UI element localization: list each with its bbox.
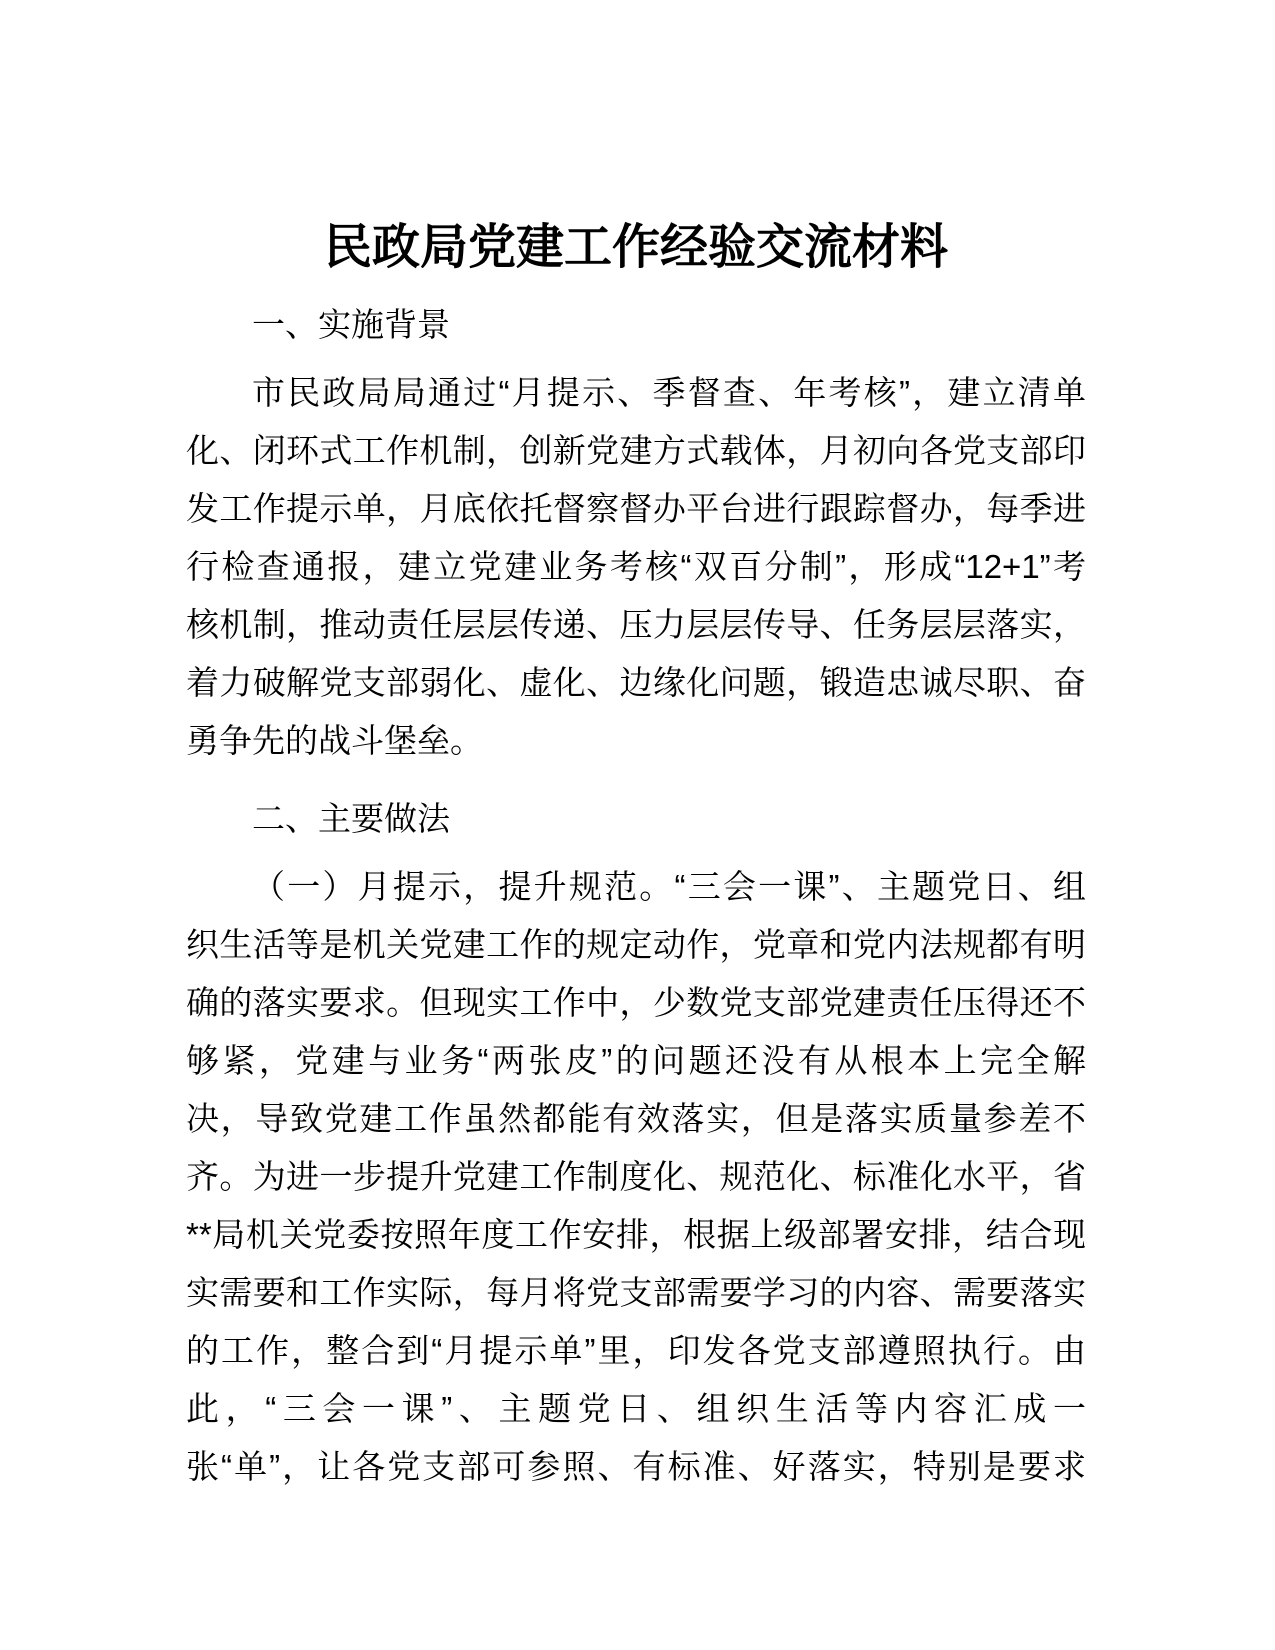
- document-title: 民政局党建工作经验交流材料: [323, 221, 948, 274]
- text-line: （一）月提示，提升规范。“三会一课”、主题党日、组: [252, 868, 1086, 905]
- text-line: **局机关党委按照年度工作安排，根据上级部署安排，结合现: [186, 1216, 1086, 1253]
- text-line: 齐。为进一步提升党建工作制度化、规范化、标准化水平，省: [186, 1158, 1086, 1195]
- section-heading-2: 二、主要做法: [252, 800, 450, 837]
- text-line: 织生活等是机关党建工作的规定动作，党章和党内法规都有明: [186, 926, 1086, 963]
- text-line: 实需要和工作实际，每月将党支部需要学习的内容、需要落实: [186, 1274, 1086, 1311]
- text-line: 的工作，整合到“月提示单”里，印发各党支部遵照执行。由: [186, 1332, 1086, 1369]
- text-line: 发工作提示单，月底依托督察督办平台进行跟踪督办，每季进: [186, 490, 1086, 527]
- text-line: 化、闭环式工作机制，创新党建方式载体，月初向各党支部印: [186, 432, 1086, 469]
- text-line: 勇争先的战斗堡垒。: [186, 722, 483, 759]
- section-implementation-background: [186, 302, 1086, 770]
- paragraph: [186, 858, 1086, 1496]
- text-line: 此，“三会一课”、主题党日、组织生活等内容汇成一: [186, 1390, 1086, 1427]
- text-line: 决，导致党建工作虽然都能有效落实，但是落实质量参差不: [186, 1100, 1086, 1137]
- text-line: 着力破解党支部弱化、虚化、边缘化问题，锻造忠诚尽职、奋: [186, 664, 1086, 701]
- section-main-practices: [186, 796, 1086, 1496]
- paragraph: [186, 364, 1086, 770]
- section-heading-1: 一、实施背景: [252, 306, 450, 343]
- text-line: 核机制，推动责任层层传递、压力层层传导、任务层层落实，: [186, 606, 1086, 643]
- text-line: 够紧，党建与业务“两张皮”的问题还没有从根本上完全解: [186, 1042, 1086, 1079]
- document-content: [0, 220, 1275, 1496]
- text-line: 确的落实要求。但现实工作中，少数党支部党建责任压得还不: [186, 984, 1086, 1021]
- text-line: 市民政局局通过“月提示、季督查、年考核”，建立清单: [252, 374, 1086, 411]
- text-line: 张“单”，让各党支部可参照、有标准、好落实，特别是要求: [186, 1448, 1086, 1485]
- text-line: 行检查通报，建立党建业务考核“双百分制”，形成“12+1”考: [186, 548, 1086, 585]
